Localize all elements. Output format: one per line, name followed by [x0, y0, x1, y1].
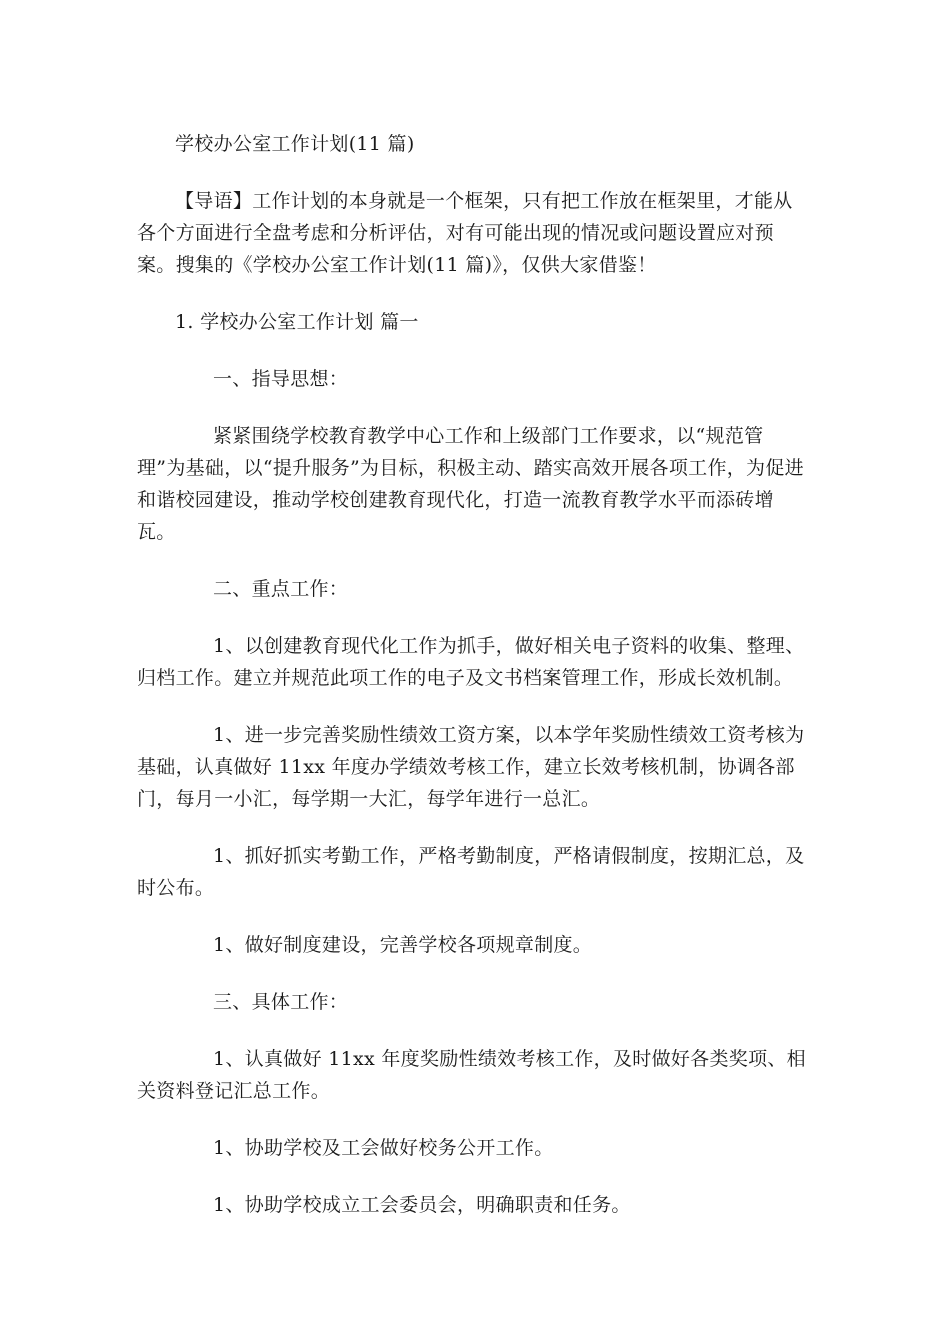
heading-guiding-thought: 一、指导思想： [213, 368, 349, 390]
document-title: 学校办公室工作计划(11 篇) [175, 133, 415, 155]
heading-key-work: 二、重点工作： [213, 578, 349, 600]
heading-specific-work: 三、具体工作： [213, 991, 349, 1013]
paragraph-key-work-2: 1、进一步完善奖励性绩效工资方案，以本学年奖励性绩效工资考核为基础，认真做好 11xx 年度办学绩效考核工作，建立长效考核机制，协调各部门，每月一小汇，每学期一大汇，每学年进行一总汇。 [137, 724, 805, 810]
document-body [137, 128, 809, 1246]
paragraph-key-work-1: 1、以创建教育现代化工作为抓手，做好相关电子资料的收集、整理、归档工作。建立并规范此项工作的电子及文书档案管理工作，形成长效机制。 [137, 635, 805, 689]
intro-paragraph: 【导语】工作计划的本身就是一个框架，只有把工作放在框架里，才能从各个方面进行全盘考虑和分析评估，对有可能出现的情况或问题设置应对预案。搜集的《学校办公室工作计划(11 篇)》，仅供大家借鉴！ [137, 190, 793, 276]
paragraph-key-work-3: 1、抓好抓实考勤工作，严格考勤制度，严格请假制度，按期汇总，及时公布。 [137, 845, 805, 899]
paragraph-specific-work-3: 1、协助学校成立工会委员会，明确职责和任务。 [213, 1194, 631, 1216]
paragraph-key-work-4: 1、做好制度建设，完善学校各项规章制度。 [213, 934, 593, 956]
paragraph-specific-work-1: 1、认真做好 11xx 年度奖励性绩效考核工作，及时做好各类奖项、相关资料登记汇总工作。 [137, 1048, 806, 1102]
section-title: 1. 学校办公室工作计划 篇一 [175, 311, 419, 333]
paragraph-guiding-thought: 紧紧围绕学校教育教学中心工作和上级部门工作要求，以“规范管理”为基础，以“提升服务”为目标，积极主动、踏实高效开展各项工作，为促进和谐校园建设，推动学校创建教育现代化，打造一流教育教学水平而添砖增瓦。 [137, 425, 804, 543]
paragraph-specific-work-2: 1、协助学校及工会做好校务公开工作。 [213, 1137, 554, 1159]
